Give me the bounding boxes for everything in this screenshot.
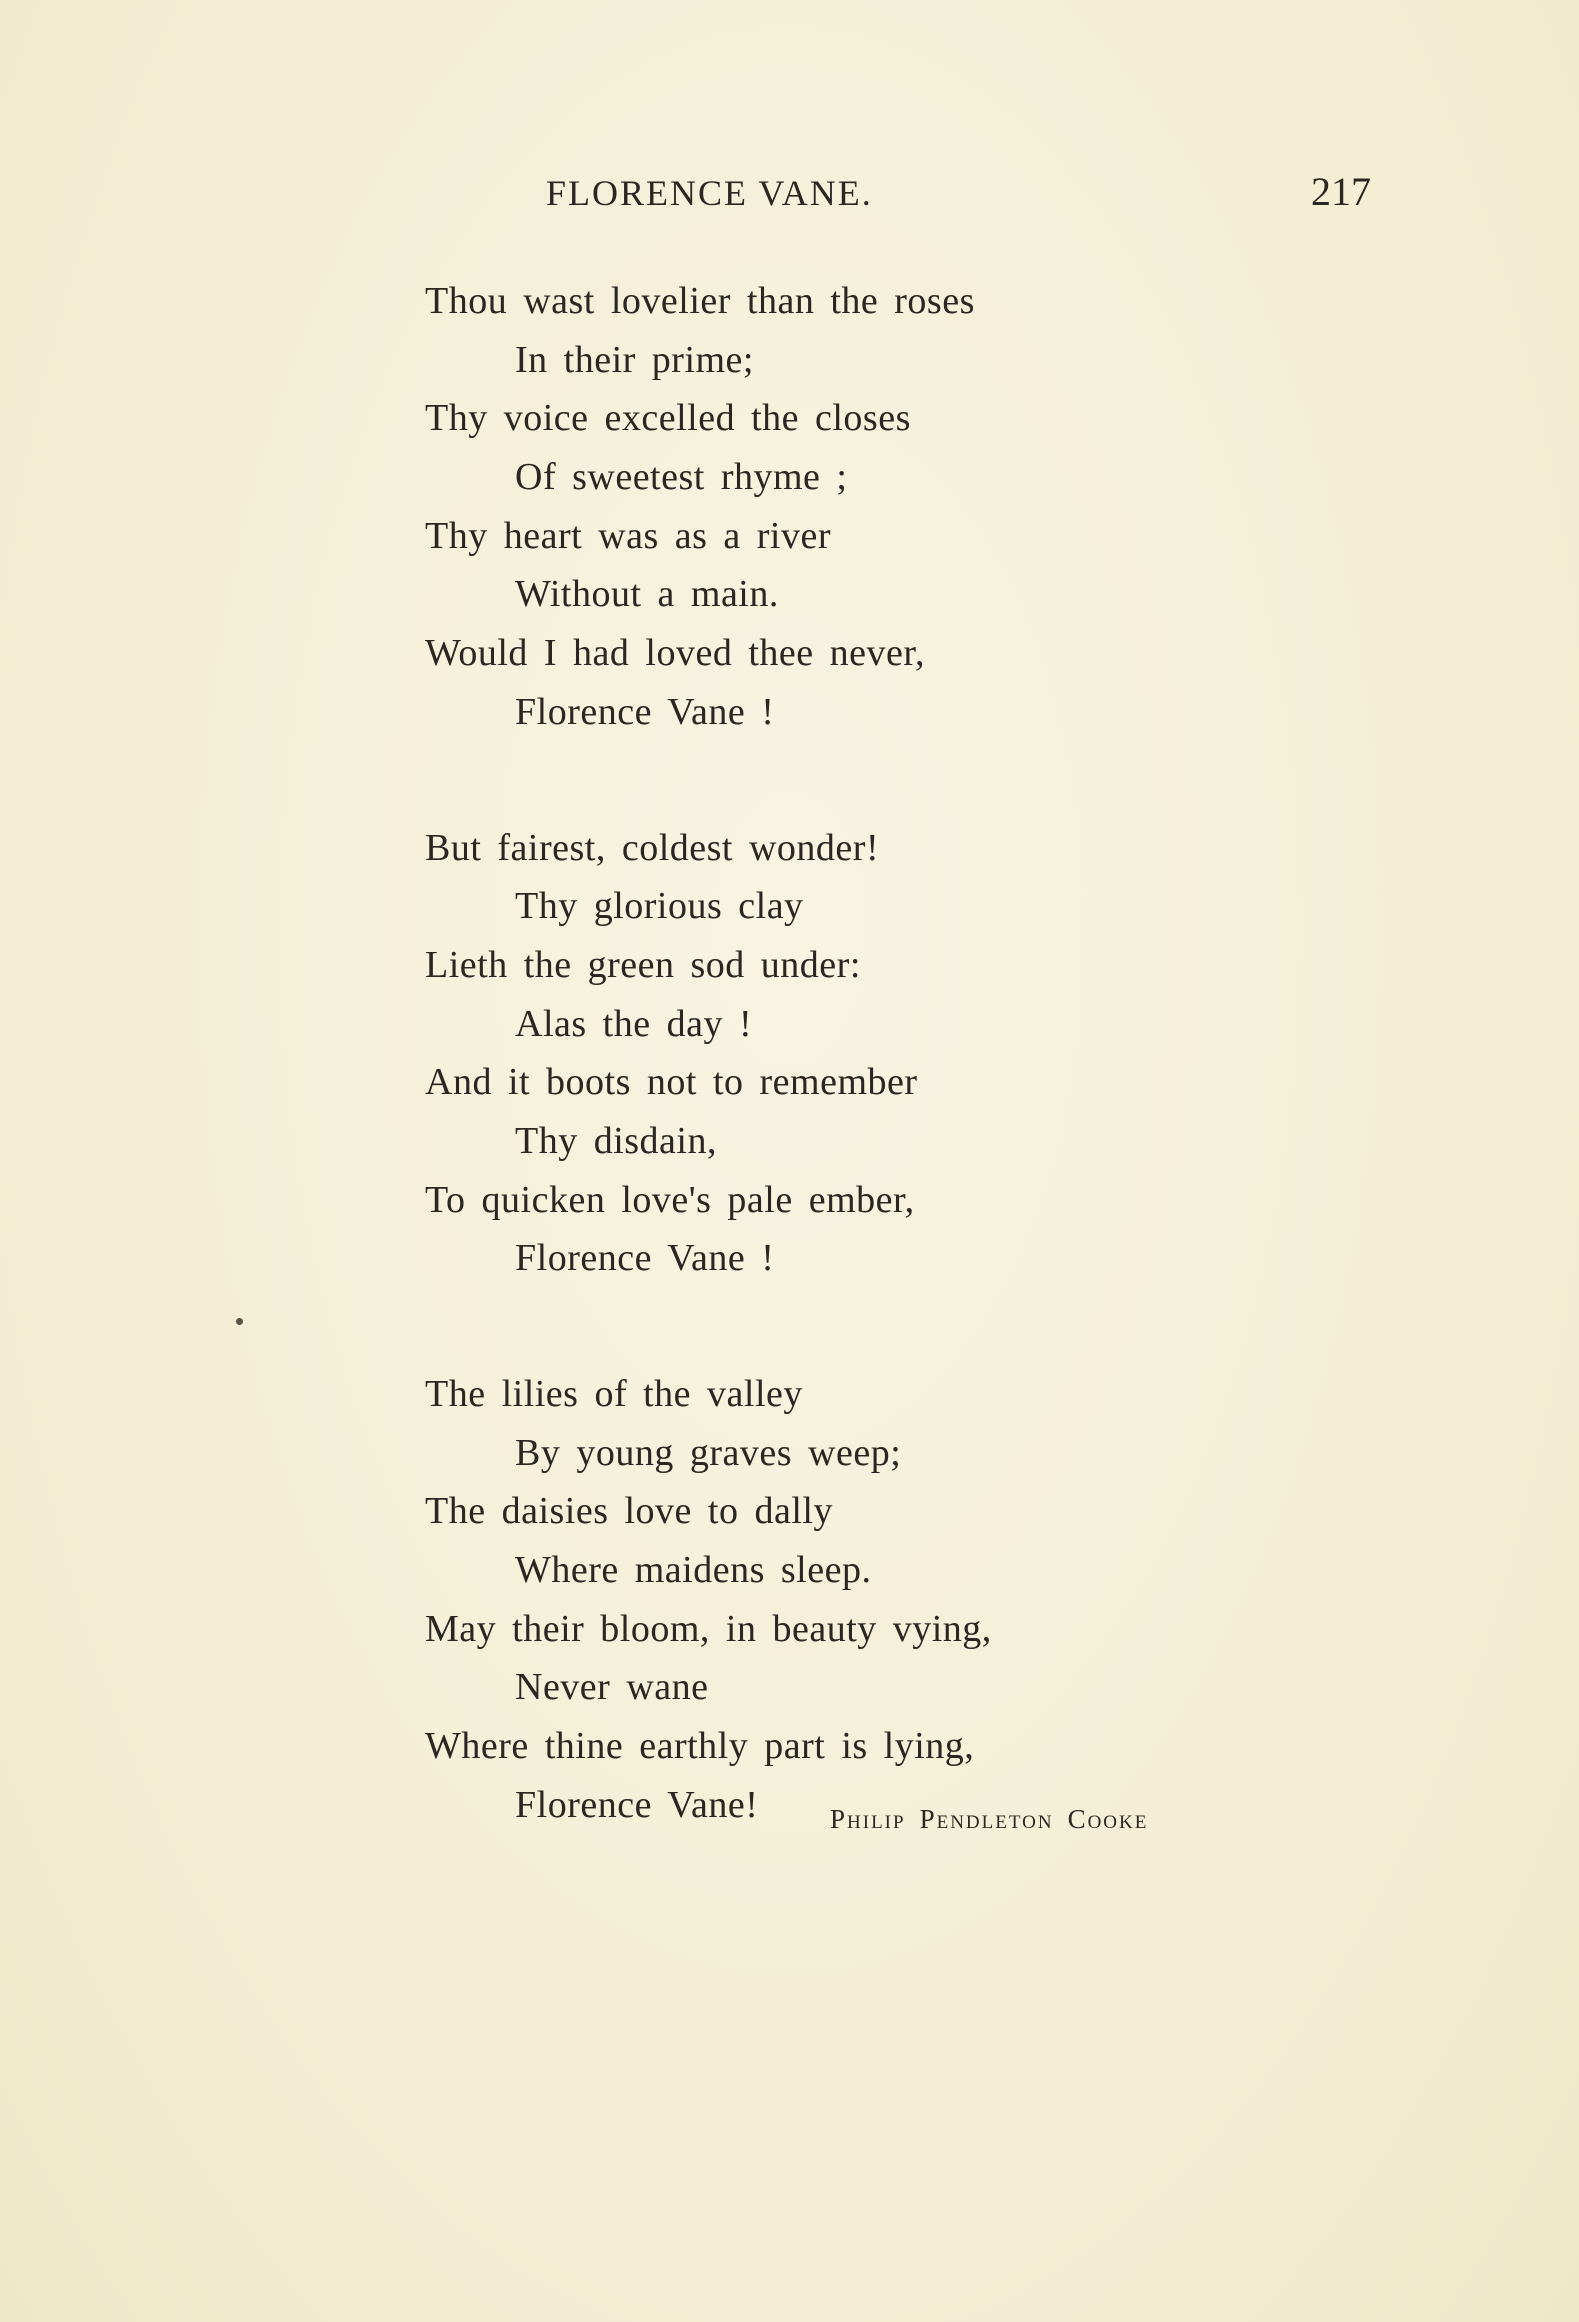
page-number: 217: [1311, 169, 1371, 214]
poem-line: Of sweetest rhyme ;: [515, 456, 848, 499]
author-first-name: Philip: [830, 1804, 906, 1834]
running-head: [0, 169, 1579, 222]
poem-line: Where maidens sleep.: [515, 1549, 872, 1592]
poem-line: By young graves weep;: [515, 1431, 902, 1474]
author-attribution: [830, 1804, 1148, 1835]
poem-line: Thy disdain,: [515, 1119, 717, 1162]
author-middle-name: Pendleton: [919, 1804, 1054, 1834]
poem-line: Where thine earthly part is lying,: [425, 1725, 975, 1768]
stanza: [425, 819, 1325, 1289]
poem-line: Alas the day !: [515, 1002, 753, 1045]
author-last-name: Cooke: [1067, 1804, 1149, 1834]
poem-line: Thy glorious clay: [515, 885, 804, 928]
poem-line: In their prime;: [515, 338, 754, 381]
poem-line: The daisies love to dally: [425, 1490, 833, 1533]
stanza: [425, 272, 1325, 742]
poem-line: Thy voice excelled the closes: [425, 397, 911, 440]
ink-speck: [236, 1318, 243, 1325]
poem-line: Thy heart was as a river: [425, 514, 832, 557]
poem-line: But fairest, coldest wonder!: [425, 826, 880, 869]
poem-line: Lieth the green sod under:: [425, 943, 861, 986]
poem-line: Would I had loved thee never,: [425, 632, 925, 675]
poem-line: The lilies of the valley: [425, 1373, 803, 1415]
poem-line: May their bloom, in beauty vying,: [425, 1607, 992, 1650]
stanza: [425, 1365, 1325, 1835]
poem: [425, 272, 1325, 1912]
poem-line: Without a main.: [515, 573, 779, 616]
running-title: FLORENCE VANE.: [546, 173, 873, 213]
poem-line: Never wane: [515, 1666, 709, 1709]
poem-line: To quicken love's pale ember,: [425, 1178, 915, 1221]
poem-line: Florence Vane !: [515, 690, 775, 733]
poem-line: And it boots not to remember: [425, 1061, 918, 1104]
poem-line: Florence Vane!: [515, 1783, 759, 1826]
poem-line: Thou wast lovelier than the roses: [425, 280, 975, 322]
poem-line: Florence Vane !: [515, 1237, 775, 1280]
